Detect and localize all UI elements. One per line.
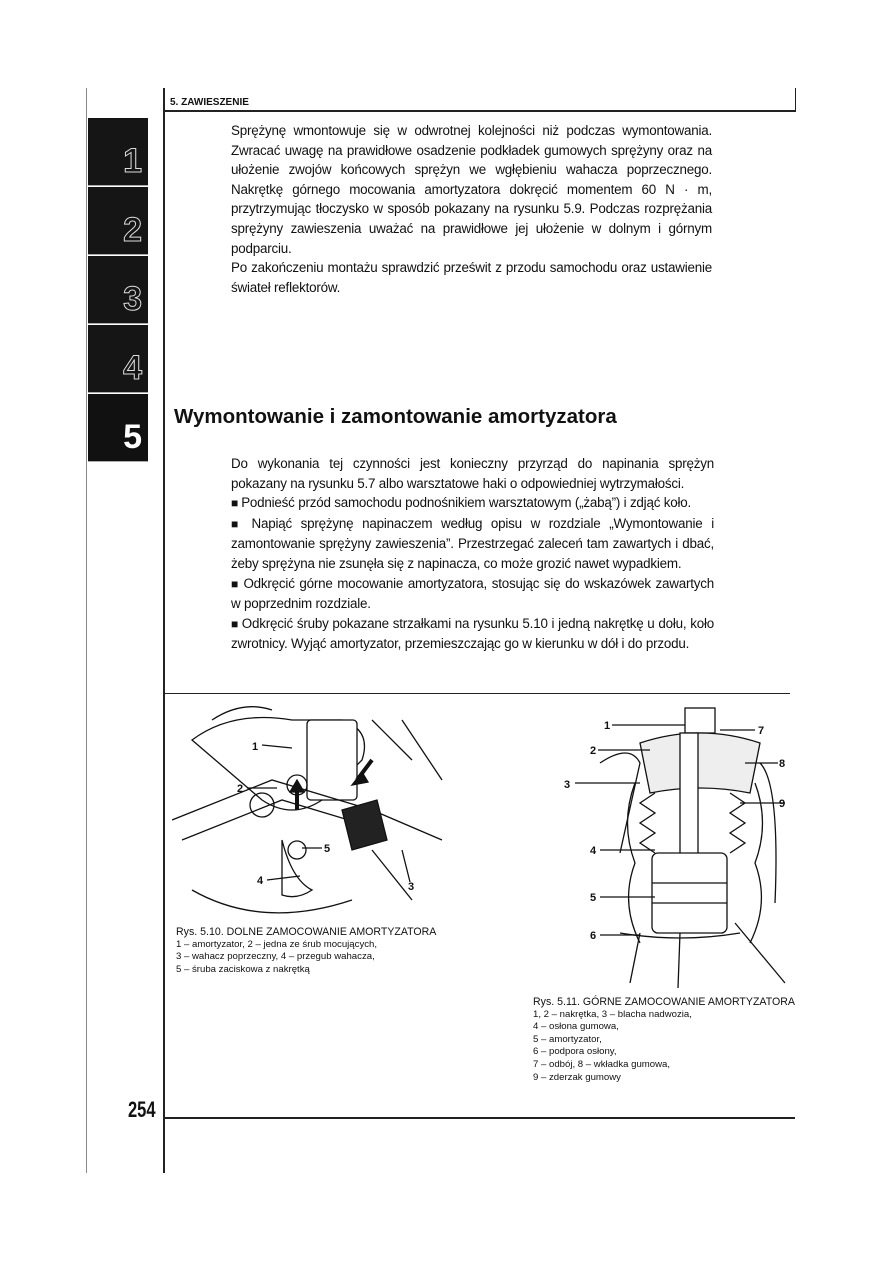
paragraph: Po zakończeniu montażu sprawdzić prześwit z przodu samochodu oraz ustawienie świateł reflektorów. <box>231 260 712 295</box>
legend-line: 7 – odbój, 8 – wkładka gumowa, <box>533 1058 671 1070</box>
legend-line: 5 – amortyzator, <box>533 1033 602 1045</box>
tab-number: 5 <box>123 418 142 456</box>
margin-rule <box>163 88 165 1173</box>
callout-4: 4 <box>257 875 264 887</box>
legend-line: 1 – amortyzator, 2 – jedna ze śrub mocujących, <box>176 938 378 950</box>
figure-510-caption <box>176 926 436 976</box>
legend-line: 3 – wahacz poprzeczny, 4 – przegub wahacza, <box>176 951 375 963</box>
callout-3: 3 <box>408 881 415 893</box>
callout-2: 2 <box>590 745 597 757</box>
legend-line: 5 – śruba zaciskowa z nakrętką <box>176 963 310 975</box>
section-heading: Wymontowanie i zamontowanie amortyzatora <box>174 405 617 428</box>
figure-511-drawing <box>560 703 790 993</box>
header-rule <box>163 110 796 112</box>
figure-title: Rys. 5.10. DOLNE ZAMOCOWANIE AMORTYZATORA <box>176 926 437 938</box>
section-header: 5. ZAWIESZENIE <box>170 97 249 108</box>
intro-text <box>231 121 712 297</box>
step: ■ Podnieść przód samochodu podnośnikiem warsztatowym („żabą”) i zdjąć koło. <box>231 493 714 514</box>
chapter-tab-5[interactable] <box>88 394 148 462</box>
tab-number: 2 <box>123 211 142 249</box>
callout-8: 8 <box>779 758 786 770</box>
chapter-tab-2[interactable] <box>88 187 148 255</box>
step: ■ Napiąć sprężynę napinaczem według opisu w rozdziale „Wymontowanie i zamontowanie sprężyny zawieszenia”. Przestrzegać zaleceń tam zawartych i dbać, żeby sprężyna nie zsunęła się z napinacza, co może grozić nawet wypadkiem. <box>231 514 714 574</box>
footer-rule <box>163 1117 795 1119</box>
chapter-tab-4[interactable] <box>88 325 148 393</box>
callout-5: 5 <box>324 843 331 855</box>
figure-divider <box>163 693 790 694</box>
legend-line: 1, 2 – nakrętka, 3 – blacha nadwozia, <box>533 1008 692 1020</box>
legend-line: 4 – osłona gumowa, <box>533 1021 619 1033</box>
callout-1: 1 <box>252 741 259 753</box>
callout-7: 7 <box>758 725 765 737</box>
tab-number: 1 <box>123 142 142 180</box>
chapter-tab-1[interactable] <box>88 118 148 186</box>
step: ■ Odkręcić śruby pokazane strzałkami na rysunku 5.10 i jedną nakrętkę u dołu, koło zwrotnicy. Wyjąć amortyzator, przemieszczając go w kierunku w dół i do przodu. <box>231 614 714 654</box>
legend-line: 6 – podpora osłony, <box>533 1046 617 1058</box>
callout-1: 1 <box>604 720 611 732</box>
tab-number: 3 <box>123 280 142 318</box>
page-number: 254 <box>128 1097 156 1122</box>
left-edge-rule <box>86 88 87 1173</box>
paragraph: Do wykonania tej czynności jest konieczny przyrząd do napinania sprężyn pokazany na rysunku 5.7 albo warsztatowe haki o odpowiedniej wytrzymałości. <box>231 456 714 491</box>
figure-510-drawing <box>172 700 447 922</box>
callout-2: 2 <box>237 783 244 795</box>
legend-line: 9 – zderzak gumowy <box>533 1071 621 1083</box>
header-right-rule <box>795 88 796 111</box>
step: ■ Odkręcić górne mocowanie amortyzatora, stosując się do wskazówek zawartych w poprzednim rozdziale. <box>231 574 714 614</box>
figure-511-caption <box>533 996 795 1084</box>
procedure-text <box>231 454 714 654</box>
figure-title: Rys. 5.11. GÓRNE ZAMOCOWANIE AMORTYZATORA <box>533 996 795 1008</box>
callout-5: 5 <box>590 892 597 904</box>
callout-6: 6 <box>590 930 597 942</box>
callout-3: 3 <box>564 779 571 791</box>
chapter-tab-3[interactable] <box>88 256 148 324</box>
paragraph: Sprężynę wmontowuje się w odwrotnej kolejności niż podczas wymontowania. Zwracać uwagę na prawidłowe osadzenie podkładek gumowych sprężyny oraz na ułożenie zwojów końcowych sprężyn we wgłębieniu wahacza poprzecznego. Nakrętkę górnego mocowania amortyzatora dokręcić momentem 60 N · m, przytrzymując tłoczysko w sposób pokazany na rysunku 5.9. Podczas rozprężania sprężyny zawieszenia uważać na prawidłowe jej ułożenie w dolnym i górnym podparciu. <box>231 123 712 256</box>
callout-9: 9 <box>779 798 786 810</box>
tab-number: 4 <box>123 349 142 387</box>
callout-4: 4 <box>590 845 597 857</box>
